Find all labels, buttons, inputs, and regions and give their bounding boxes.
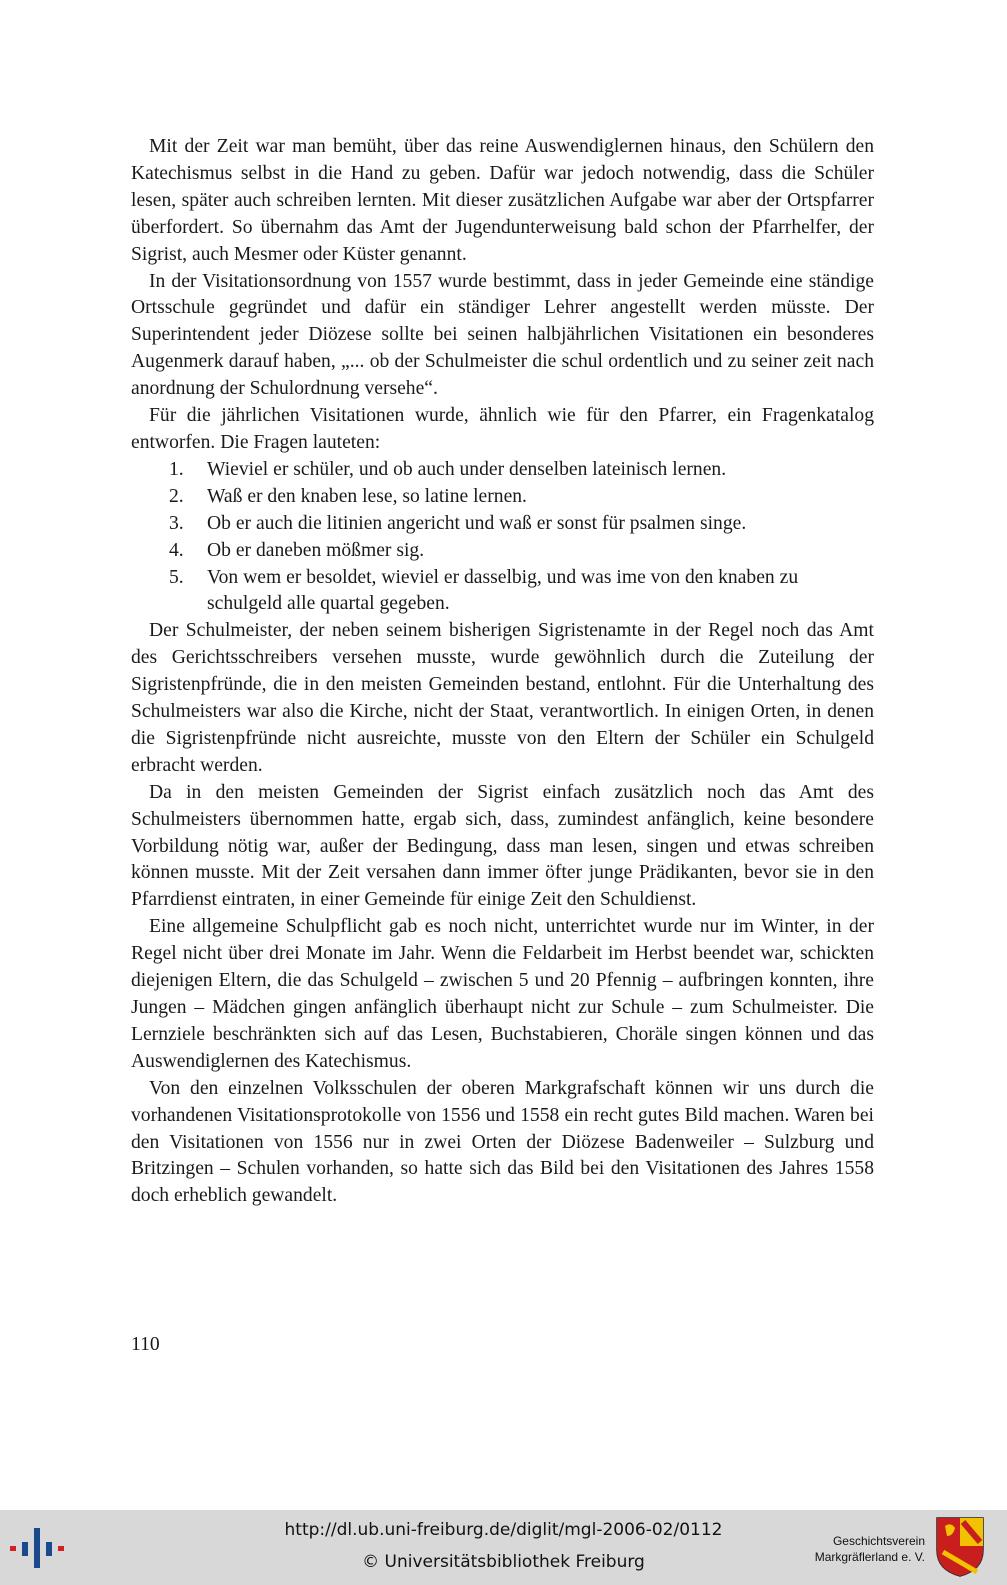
paragraph: Von den einzelnen Volksschulen der oberen Markgrafschaft können wir uns durch die vorhandenen Visitationsprotokolle von 1556 und 1558 ein recht gutes Bild machen. Waren bei den Visitationen von 1556 nur in zwei Orten der Diözese Badenweiler – Sulzburg und Britzingen – Schulen vorhanden, so hatte sich das Bild bei den Visitationen des Jahres 1558 doch erheblich gewandelt. — [131, 1077, 874, 1207]
list-item — [131, 457, 874, 484]
list-text: Waß er den knaben lese, so latine lernen. — [207, 485, 527, 507]
paragraph: In der Visitationsordnung von 1557 wurde bestimmt, dass in jeder Gemeinde eine ständige Ortsschule gegründet und dafür ein ständiger Lehrer angestellt werden müsste. Der Superintendent jeder Diözese sollte bei seinen halbjährlichen Visitationen ein besonderes Augenmerk darauf haben, „... ob der Schulmeister die schul ordentlich und zu seiner zeit nach anordnung der Schulordnung versehe“. — [131, 270, 874, 400]
list-number: 3. — [169, 512, 184, 534]
list-item — [131, 538, 874, 565]
society-line: Markgräflerland e. V. — [814, 1550, 925, 1564]
paragraph: Der Schulmeister, der neben seinem bisherigen Sigristenamte in der Regel noch das Amt des Gerichtsschreibers versehen musste, wurde gewöhnlich durch die Zuteilung der Sigristenpfründe, die in den meisten Gemeinden bestand, entlohnt. Für die Unterhaltung des Schulmeisters war also die Kirche, nicht der Staat, verantwortlich. In einigen Orten, in denen die Sigristenpfründe nicht ausreichte, musste von den Eltern der Schüler ein Schulgeld erbracht werden. — [131, 620, 874, 776]
list-number: 2. — [169, 485, 184, 507]
list-item — [131, 511, 874, 538]
list-number: 5. — [169, 566, 184, 588]
paragraph: Da in den meisten Gemeinden der Sigrist einfach zusätzlich noch das Amt des Schulmeisters übernommen hatte, ergab sich, dass, zumindest anfänglich, keine besondere Vorbildung nötig war, außer der Bedingung, dass man lesen, singen und etwas schreiben können musste. Mit der Zeit versahen dann immer öfter junge Prädikanten, bevor sie in den Pfarrdienst eintraten, in einer Gemeinde für einige Zeit den Schuldienst. — [131, 781, 874, 911]
question-list — [131, 457, 874, 618]
list-text: Ob er daneben mößmer sig. — [207, 539, 425, 561]
list-text: Ob er auch die litinien angericht und waß er sonst für psalmen singe. — [207, 512, 747, 534]
paragraph: Eine allgemeine Schulpflicht gab es noch nicht, unterrichtet wurde nur im Winter, in der Regel nicht über drei Monate im Jahr. Wenn die Feldarbeit im Herbst beendet war, schickten diejenigen Eltern, die das Schulgeld – zwischen 5 und 20 Pfennig – aufbringen konnten, ihre Jungen – Mädchen gingen anfänglich überhaupt nicht zur Schule – zum Schulmeister. Die Lernziele beschränkten sich auf das Lesen, Buchstabieren, Choräle singen können und das Auswendiglernen des Katechismus. — [131, 916, 874, 1072]
page-number: 110 — [131, 1334, 160, 1355]
paragraph: Für die jährlichen Visitationen wurde, ähnlich wie für den Pfarrer, ein Fragenkatalog entworfen. Die Fragen lauteten: — [131, 405, 874, 453]
list-item — [131, 565, 874, 619]
copyright-text: © Universitätsbibliothek Freiburg — [362, 1552, 645, 1572]
list-item — [131, 484, 874, 511]
coat-of-arms-icon — [935, 1516, 985, 1578]
page-body — [131, 134, 874, 1210]
paragraph: Mit der Zeit war man bemüht, über das reine Auswendiglernen hinaus, den Schülern den Katechismus selbst in die Hand zu geben. Dafür war jedoch notwendig, dass die Schüler lesen, später auch schreiben lernten. Mit dieser zusätzlichen Aufgabe war aber der Ortspfarrer überfordert. So übernahm das Amt der Jugendunterweisung bald schon der Pfarrhelfer, der Sigrist, auch Mesmer oder Küster genannt. — [131, 136, 874, 265]
society-name — [815, 1533, 925, 1565]
list-text: Wieviel er schüler, und ob auch under denselben lateinisch lernen. — [207, 458, 727, 480]
society-line: Geschichtsverein — [832, 1534, 925, 1548]
footer-bar — [0, 1510, 1007, 1585]
list-text: Von wem er besoldet, wieviel er dasselbig, und was ime von den knaben zu schulgeld alle quartal gegeben. — [207, 566, 799, 615]
source-url-link[interactable]: http://dl.ub.uni-freiburg.de/diglit/mgl-2006-02/0112 — [284, 1520, 723, 1540]
list-number: 4. — [169, 539, 184, 561]
list-number: 1. — [169, 458, 184, 480]
